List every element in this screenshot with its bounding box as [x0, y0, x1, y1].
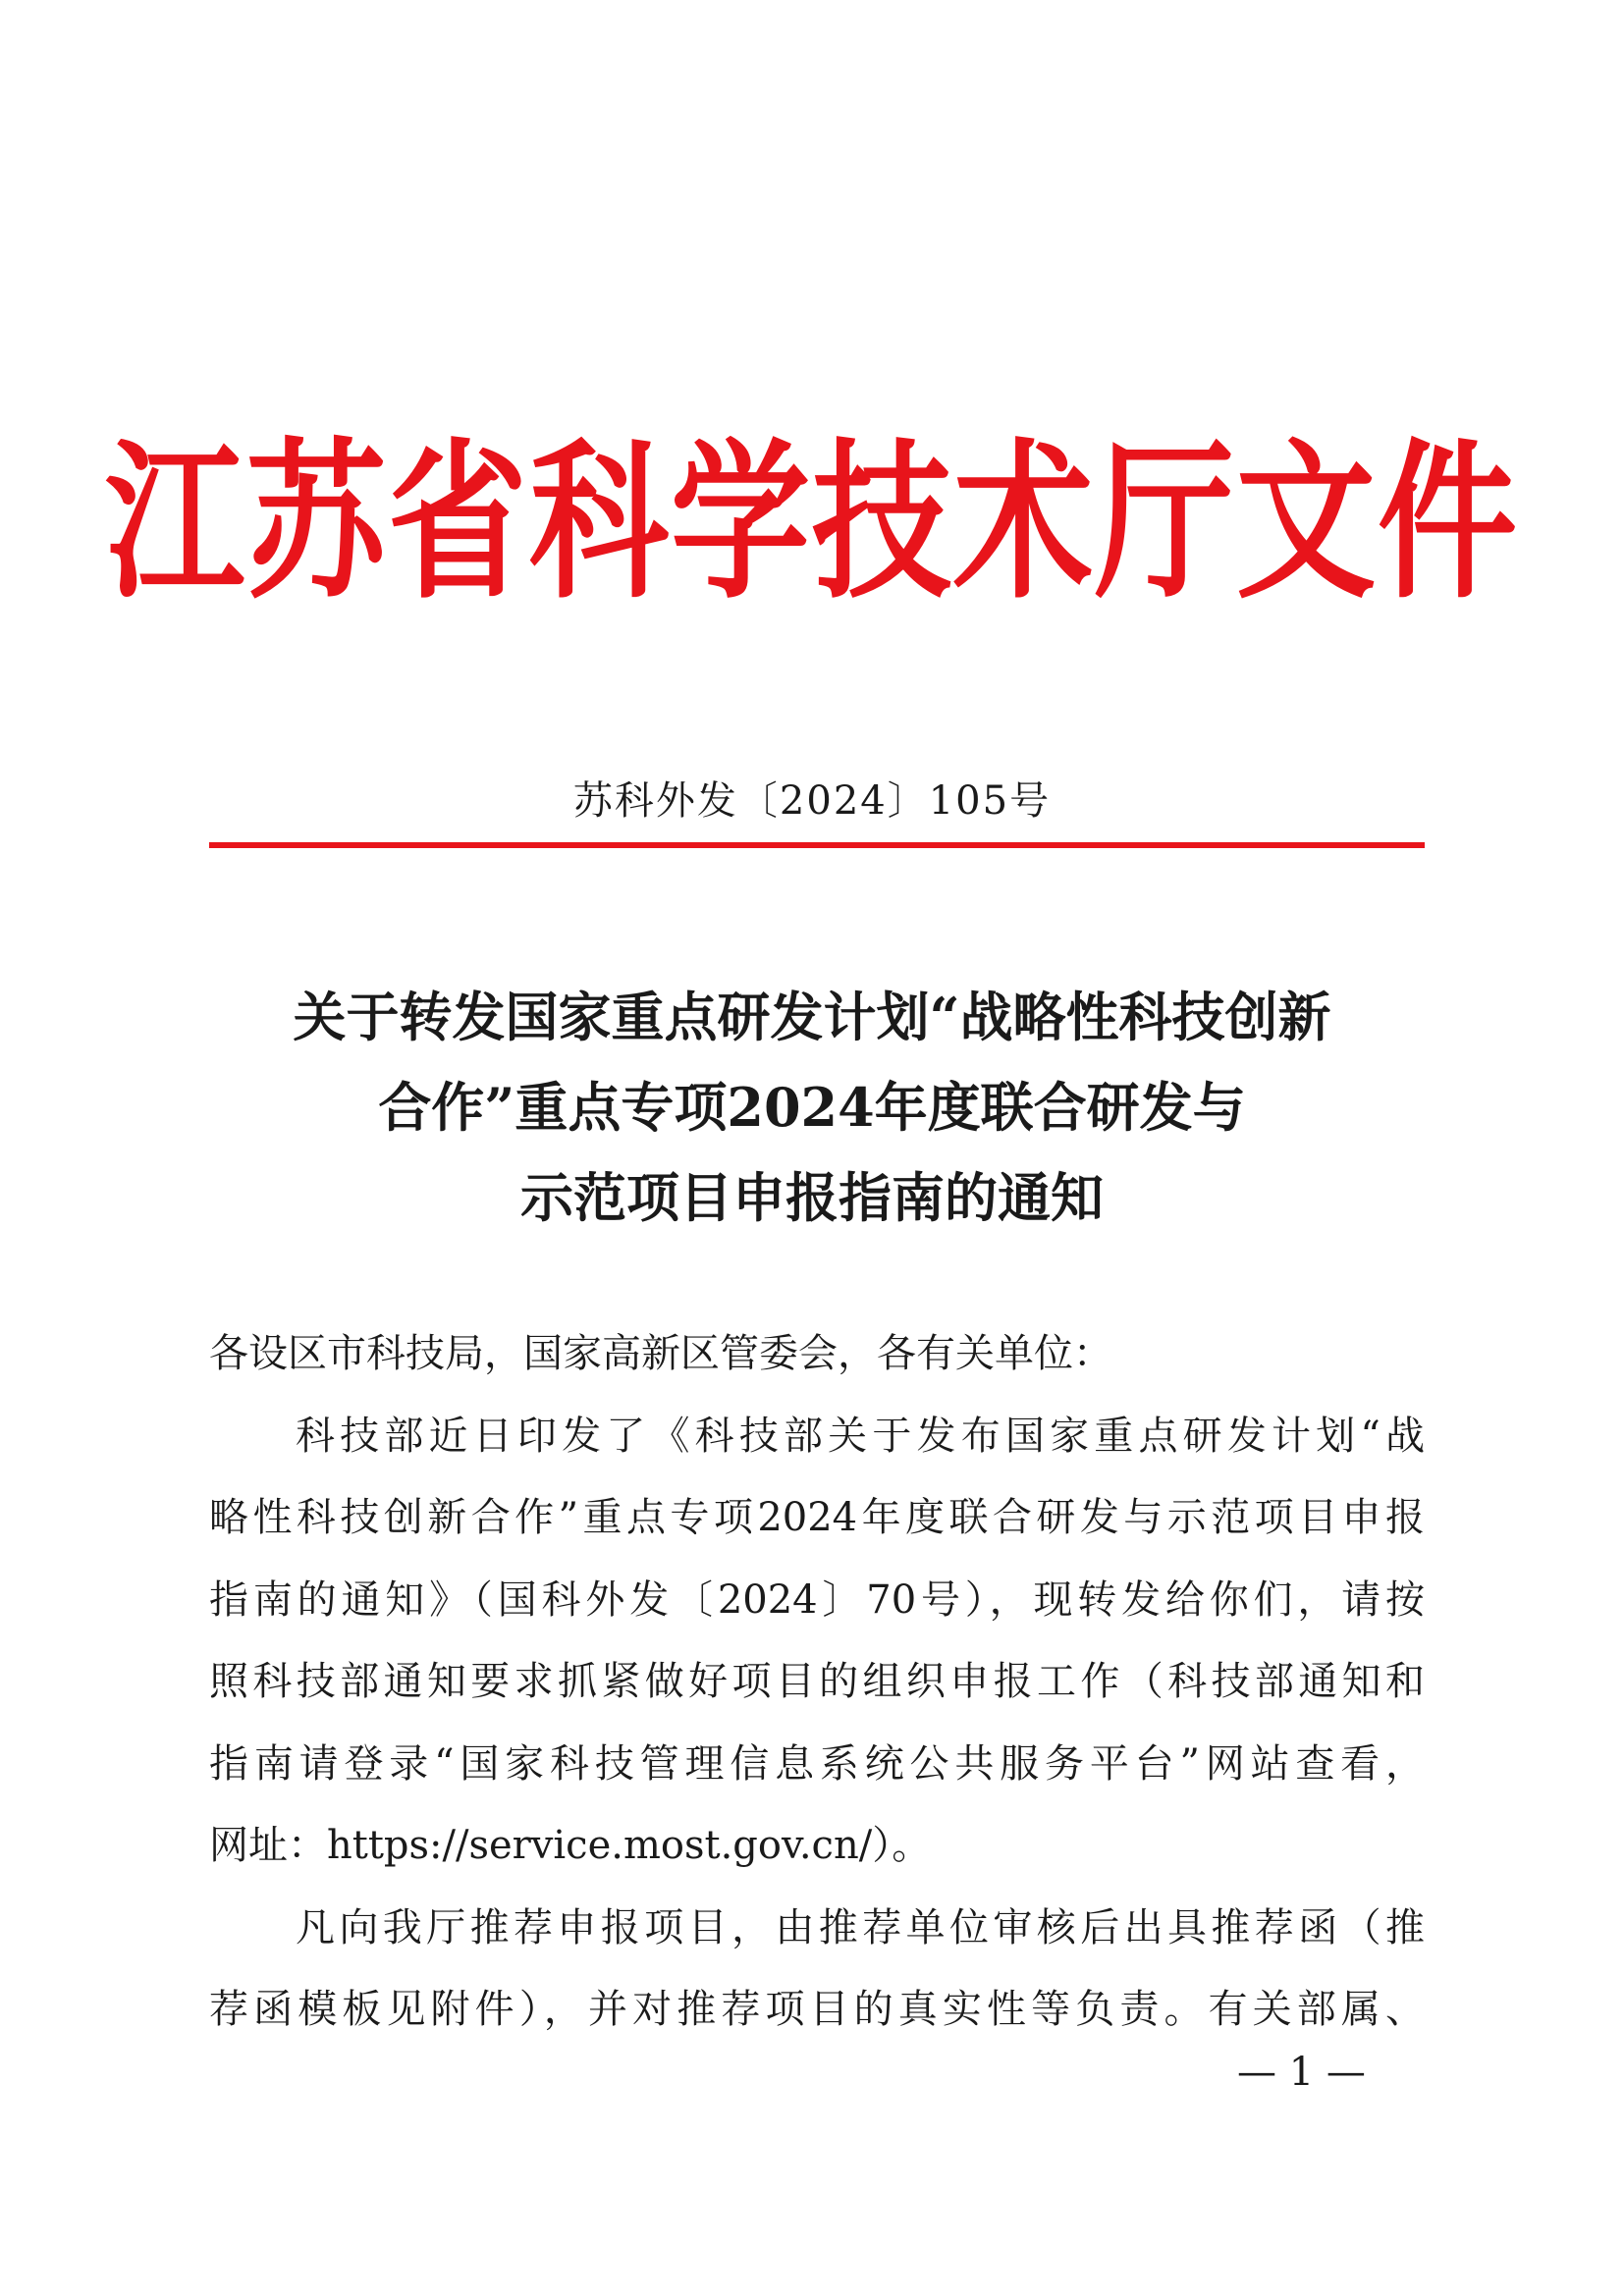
- paragraph-1-line: 网址：https://service.most.gov.cn/）。: [209, 1823, 932, 1868]
- paragraph-1-line: 指南的通知》（国科外发〔2024〕70号），现转发给你们，请按: [209, 1576, 1425, 1623]
- masthead-title: 江苏省科学技术厅文件: [105, 424, 1519, 622]
- page-number: — 1 —: [1237, 2050, 1366, 2095]
- title-line: 关于转发国家重点研发计划“战略性科技创新: [293, 986, 1331, 1048]
- paragraph-2-line: 荐函模板见附件），并对推荐项目的真实性等负责。有关部属、: [209, 1987, 1425, 2032]
- red-divider-line: [209, 842, 1425, 848]
- document-number: 苏科外发〔2024〕105号: [572, 778, 1052, 824]
- title-line: 合作”重点专项2024年度联合研发与: [378, 1076, 1246, 1139]
- paragraph-1-line: 照科技部通知要求抓紧做好项目的组织申报工作（科技部通知和: [209, 1659, 1425, 1704]
- document-body: [209, 1313, 1425, 2052]
- title-line: 示范项目申报指南的通知: [520, 1166, 1104, 1229]
- document-title: [137, 972, 1487, 1243]
- addressee-line: 各设区市科技局，国家高新区管委会，各有关单位：: [209, 1331, 1112, 1376]
- paragraph-1-line: 略性科技创新合作”重点专项2024年度联合研发与示范项目申报: [209, 1495, 1425, 1540]
- paragraph-1-line: 科技部近日印发了《科技部关于发布国家重点研发计划“战: [296, 1413, 1425, 1459]
- paragraph-2-line: 凡向我厅推荐申报项目，由推荐单位审核后出具推荐函（推: [296, 1904, 1425, 1950]
- paragraph-1-line: 指南请登录“国家科技管理信息系统公共服务平台”网站查看，: [209, 1740, 1425, 1787]
